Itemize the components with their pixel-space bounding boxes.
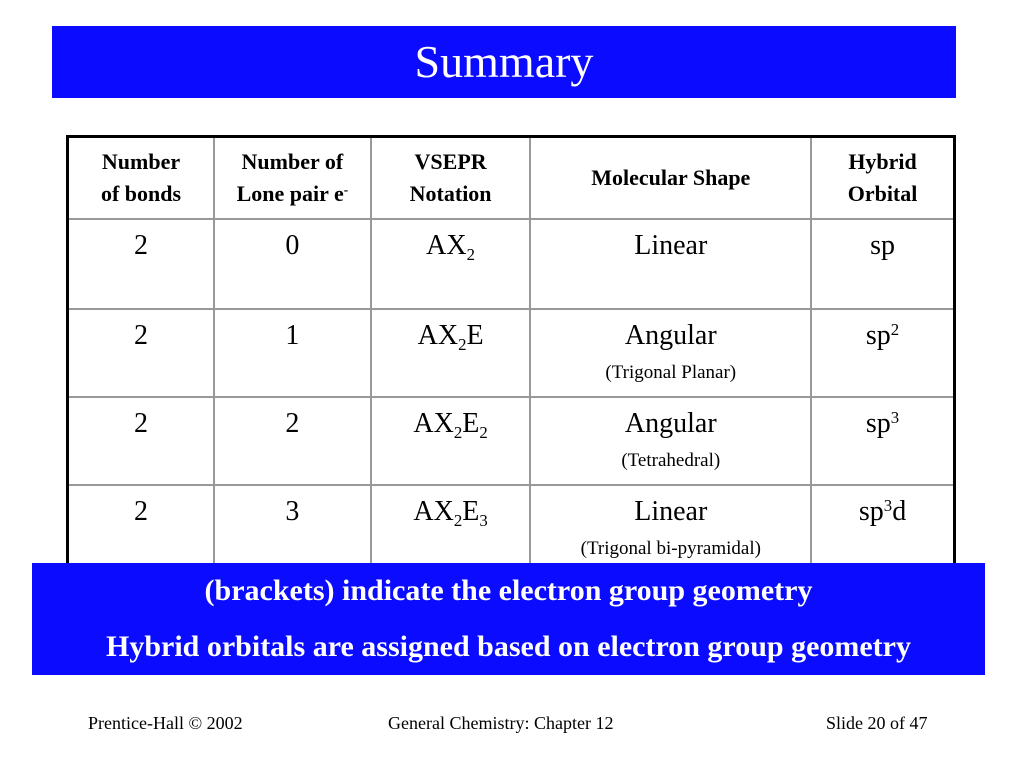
cell-hybrid: $sp^3$: [811, 397, 954, 485]
table-header-row: [68, 137, 955, 220]
header-line: VSEPR: [414, 149, 487, 174]
shape-name: Angular: [624, 320, 717, 351]
electron-superscript: -: [343, 181, 349, 197]
header-lone-pairs: [214, 137, 371, 220]
cell-bonds: 2: [68, 485, 215, 574]
slide-title: Summary: [414, 36, 594, 87]
title-banner: [52, 26, 956, 98]
cell-shape: [530, 485, 811, 574]
table-row: [68, 219, 955, 309]
cell-notation: $AX_2$: [371, 219, 531, 309]
cell-notation: $AX_2E_2$: [371, 397, 531, 485]
cell-bonds: 2: [68, 397, 215, 485]
notes-banner: [32, 563, 985, 675]
shape-name: Linear: [634, 496, 708, 527]
cell-shape: [530, 309, 811, 397]
header-line: Number: [101, 149, 181, 174]
header-number-of-bonds: [68, 137, 215, 220]
cell-bonds: 2: [68, 219, 215, 309]
cell-hybrid: $sp^2$: [811, 309, 954, 397]
shape-name: Linear: [634, 230, 708, 261]
electron-geometry-note: (Trigonal Planar): [605, 362, 737, 383]
cell-shape: [530, 219, 811, 309]
header-line: Notation: [409, 181, 492, 206]
cell-hybrid: sp: [811, 219, 954, 309]
note-line: (brackets) indicate the electron group geometry: [204, 574, 813, 607]
footer-chapter: General Chemistry: Chapter 12: [388, 713, 614, 733]
cell-bonds: 2: [68, 309, 215, 397]
cell-lone-pairs: 2: [214, 397, 371, 485]
electron-geometry-note: (Tetrahedral): [621, 450, 721, 471]
header-molecular-shape: [530, 137, 811, 220]
summary-table: [66, 135, 956, 575]
header-line: Lone pair e: [236, 181, 344, 206]
table-row: [68, 485, 955, 574]
header-line: of bonds: [100, 181, 182, 206]
cell-hybrid: $sp^3d$: [811, 485, 954, 574]
header-line: Number of: [241, 149, 344, 174]
footer-copyright: Prentice-Hall © 2002: [88, 713, 243, 733]
cell-lone-pairs: 1: [214, 309, 371, 397]
header-hybrid-orbital: [811, 137, 954, 220]
slide-footer: [0, 710, 1024, 736]
cell-notation: $AX_2E_3$: [371, 485, 531, 574]
header-vsepr-notation: [371, 137, 531, 220]
header-line: Hybrid: [848, 149, 917, 174]
cell-lone-pairs: 0: [214, 219, 371, 309]
shape-name: Angular: [624, 408, 717, 439]
electron-geometry-note: (Trigonal bi-pyramidal): [580, 538, 761, 559]
cell-shape: [530, 397, 811, 485]
table-row: [68, 309, 955, 397]
header-line: Orbital: [847, 181, 918, 206]
footer-slide-number: Slide 20 of 47: [826, 713, 928, 733]
cell-notation: $AX_2E$: [371, 309, 531, 397]
header-line: Molecular Shape: [591, 165, 751, 190]
table-row: [68, 397, 955, 485]
note-line: Hybrid orbitals are assigned based on electron group geometry: [106, 630, 911, 663]
cell-lone-pairs: 3: [214, 485, 371, 574]
